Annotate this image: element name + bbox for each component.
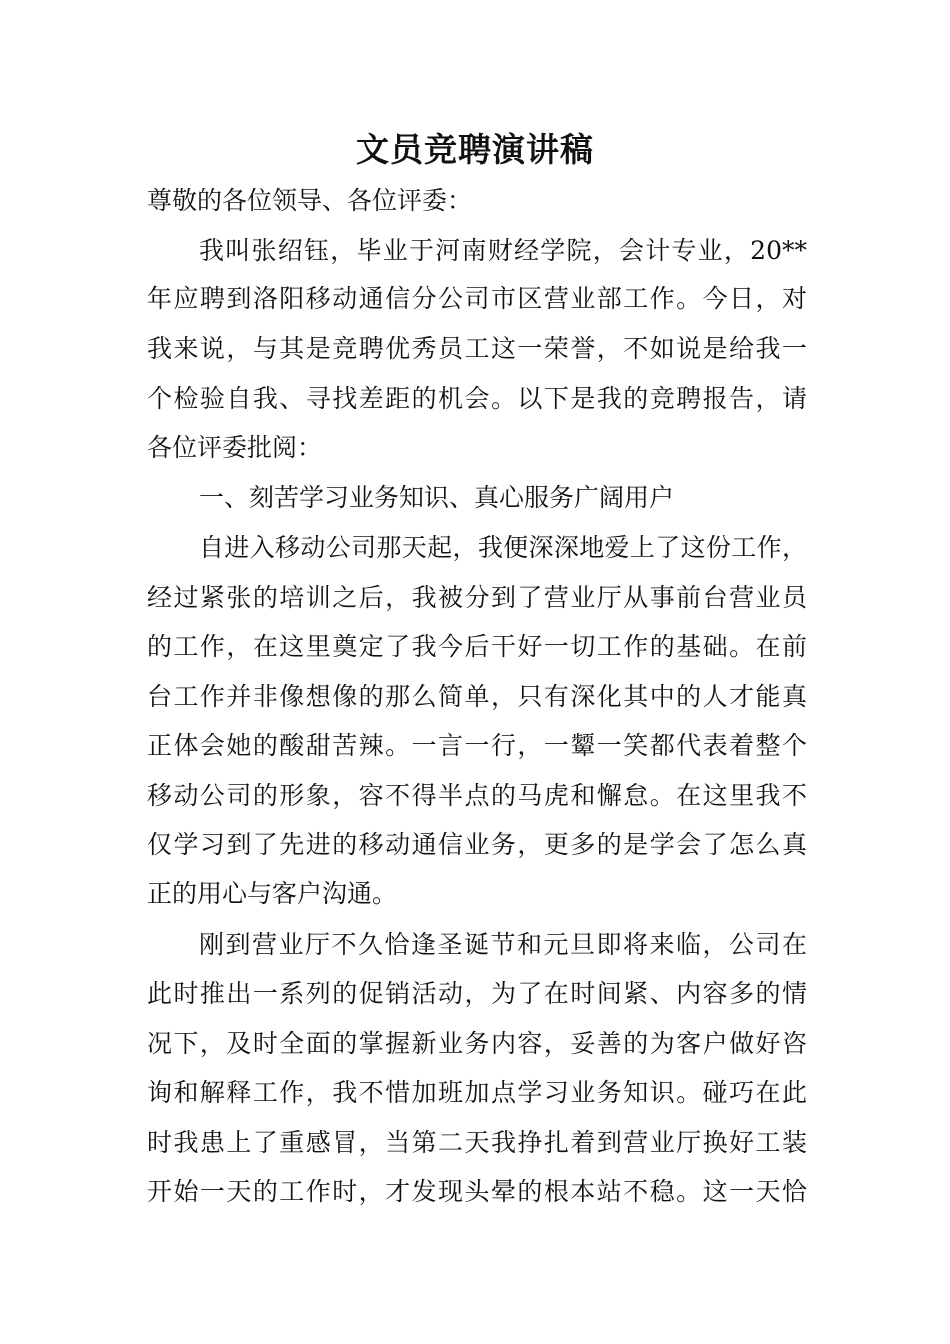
paragraph-2-line-1: 自进入移动公司那天起，我便深深地爱上了这份工作，	[199, 533, 807, 562]
paragraph-3-line-1: 刚到营业厅不久恰逢圣诞节和元旦即将来临，公司在	[199, 930, 807, 959]
paragraph-1-line-3: 我来说，与其是竞聘优秀员工这一荣誉，不如说是给我一	[147, 334, 807, 363]
salutation: 尊敬的各位领导、各位评委：	[147, 186, 473, 215]
paragraph-1-line-5: 各位评委批阅：	[147, 433, 323, 462]
paragraph-2-line-8: 正的用心与客户沟通。	[147, 879, 398, 908]
paragraph-1-line-1: 我叫张绍钰，毕业于河南财经学院，会计专业，20**	[199, 236, 807, 265]
paragraph-2-line-7: 仅学习到了先进的移动通信业务，更多的是学会了怎么真	[147, 830, 807, 859]
paragraph-3-line-5: 时我患上了重感冒，当第二天我挣扎着到营业厅换好工装	[147, 1128, 807, 1157]
paragraph-3-line-6: 开始一天的工作时，才发现头晕的根本站不稳。这一天恰	[147, 1177, 807, 1206]
paragraph-2-line-6: 移动公司的形象，容不得半点的马虎和懈怠。在这里我不	[147, 781, 807, 810]
paragraph-2-line-2: 经过紧张的培训之后，我被分到了营业厅从事前台营业员	[147, 583, 807, 612]
paragraph-3-line-4: 询和解释工作，我不惜加班加点学习业务知识。碰巧在此	[147, 1078, 807, 1107]
paragraph-3-line-2: 此时推出一系列的促销活动，为了在时间紧、内容多的情	[147, 979, 807, 1008]
section-heading: 一、刻苦学习业务知识、真心服务广阔用户	[199, 483, 675, 512]
paragraph-2-line-5: 正体会她的酸甜苦辣。一言一行，一颦一笑都代表着整个	[147, 731, 807, 760]
paragraph-1-line-4: 个检验自我、寻找差距的机会。以下是我的竞聘报告，请	[147, 384, 807, 413]
paragraph-2-line-3: 的工作，在这里奠定了我今后干好一切工作的基础。在前	[147, 632, 807, 661]
paragraph-1-line-2: 年应聘到洛阳移动通信分公司市区营业部工作。今日，对	[147, 284, 807, 313]
document-title: 文员竞聘演讲稿	[356, 130, 594, 169]
paragraph-2-line-4: 台工作并非像想像的那么简单，只有深化其中的人才能真	[147, 682, 807, 711]
paragraph-3-line-3: 况下，及时全面的掌握新业务内容，妥善的为客户做好咨	[147, 1029, 807, 1058]
